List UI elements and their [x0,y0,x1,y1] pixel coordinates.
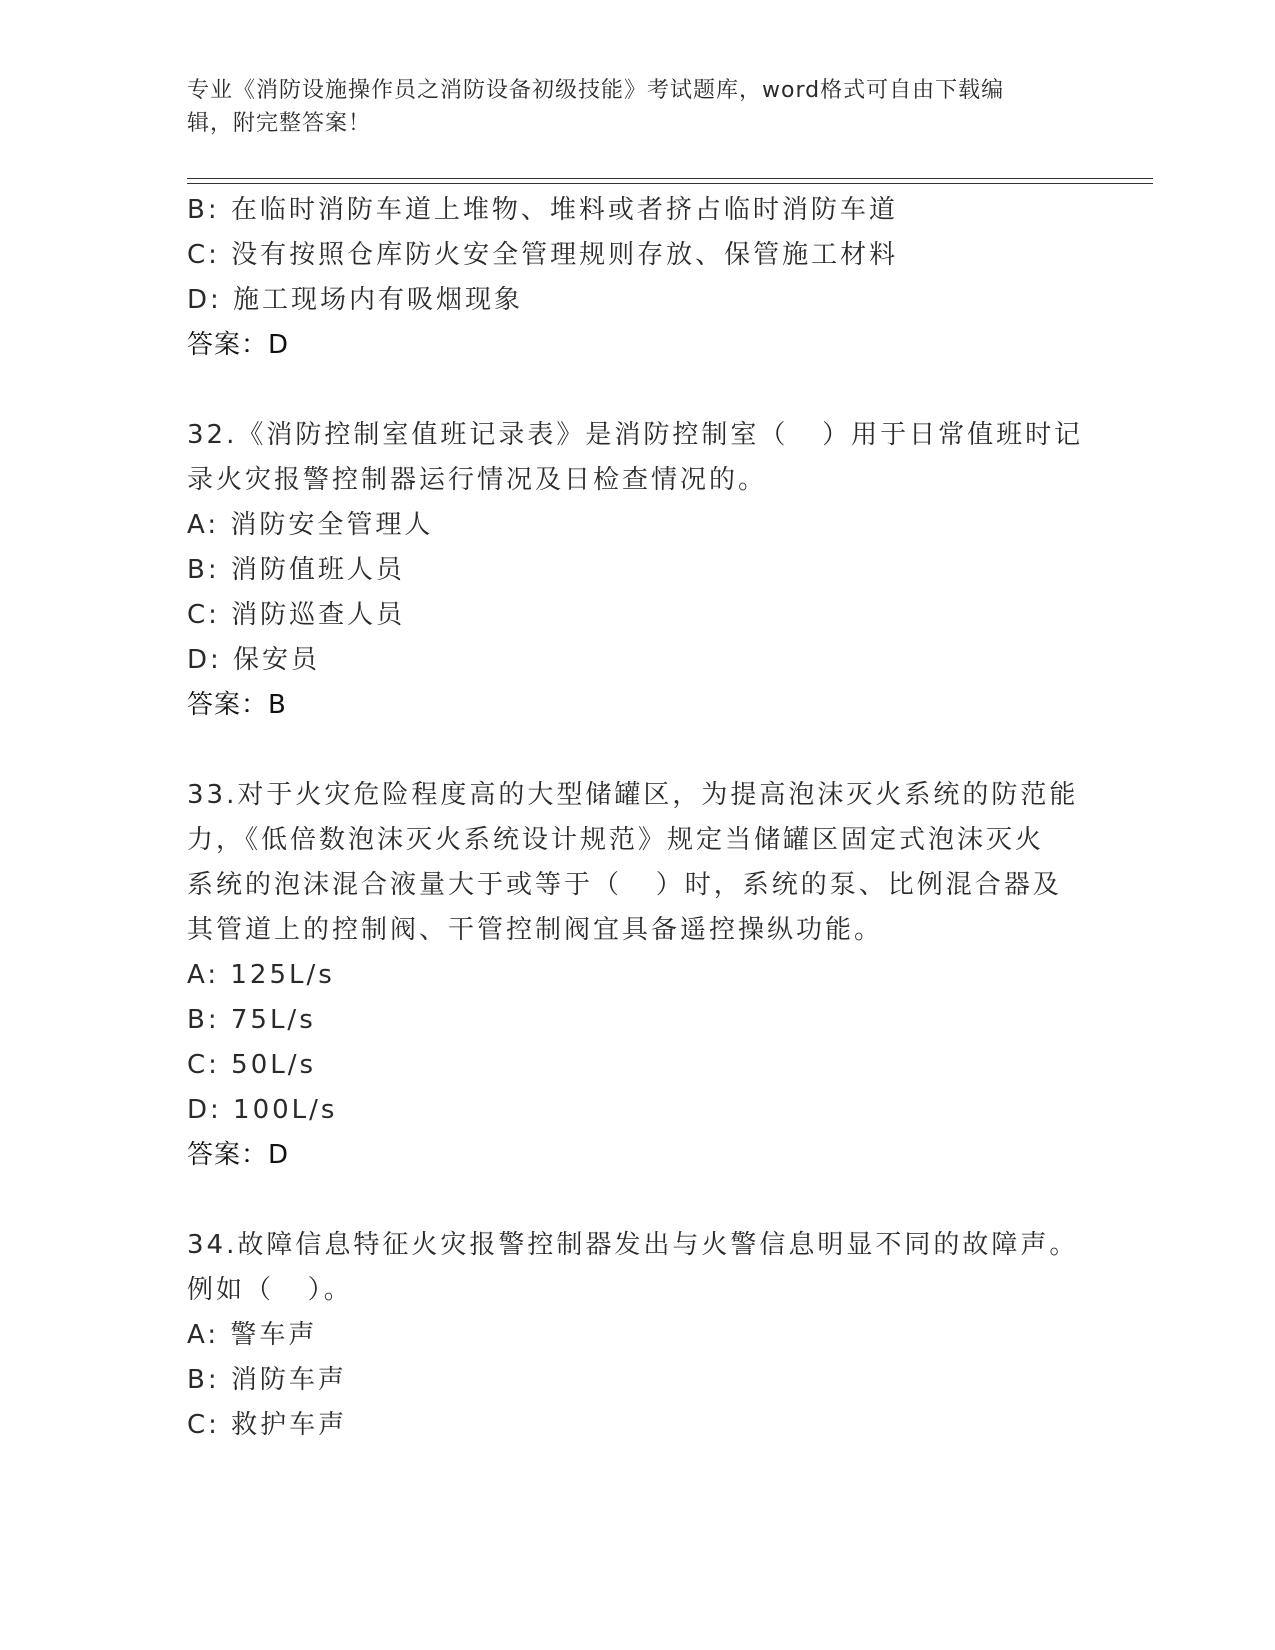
question-content [187,188,1087,1448]
question-33-block [187,773,1087,1178]
option-c: C: 消防巡查人员 [187,600,406,630]
option-d: D: 100L/s [187,1095,338,1125]
header-divider-bottom [187,183,1153,184]
option-d: D: 施工现场内有吸烟现象 [187,285,524,315]
option-c: C: 50L/s [187,1050,317,1080]
option-b: B: 消防车声 [187,1365,347,1395]
header-divider-top [187,178,1153,179]
option-b: B: 消防值班人员 [187,555,405,585]
option-a: A: 125L/s [187,960,335,990]
option-d: D: 保安员 [187,645,321,675]
option-b: B: 75L/s [187,1005,316,1035]
spacer [187,368,1087,413]
option-b: B: 在临时消防车道上堆物、堆料或者挤占临时消防车道 [187,195,898,225]
question-32-block [187,413,1087,728]
question-33-text-line-2: 力，《低倍数泡沫灭火系统设计规范》规定当储罐区固定式泡沫灭火 [187,825,1045,855]
question-32-text-line-1: 32.《消防控制室值班记录表》是消防控制室（ ）用于日常值班时记 [187,420,1084,450]
question-33-text-line-1: 33.对于火灾危险程度高的大型储罐区，为提高泡沫灭火系统的防范能 [187,780,1079,810]
header-line-1: 专业《消防设施操作员之消防设备初级技能》考试题库，word格式可自由下载编 [187,78,1005,103]
document-header [187,74,1067,140]
question-33-text-line-3: 系统的泡沫混合液量大于或等于（ ）时，系统的泵、比例混合器及 [187,870,1062,900]
question-32-text-line-2: 录火灾报警控制器运行情况及日检查情况的。 [187,465,768,495]
header-line-2: 辑，附完整答案！ [187,111,372,136]
option-a: A: 消防安全管理人 [187,510,434,540]
question-34-text-line-1: 34.故障信息特征火灾报警控制器发出与火警信息明显不同的故障声。 [187,1230,1079,1260]
prev-question-block [187,188,1087,368]
answer-line: 答案：D [187,1140,290,1170]
question-33-text-line-4: 其管道上的控制阀、干管控制阀宜具备遥控操纵功能。 [187,915,884,945]
spacer [187,1178,1087,1223]
question-34-block [187,1223,1087,1448]
answer-line: 答案：D [187,330,290,360]
option-c: C: 救护车声 [187,1410,348,1440]
answer-line: 答案：B [187,690,287,720]
option-c: C: 没有按照仓库防火安全管理规则存放、保管施工材料 [187,240,899,270]
option-a: A: 警车声 [187,1320,318,1350]
spacer [187,728,1087,773]
question-34-text-line-2: 例如（ ）。 [187,1275,353,1305]
